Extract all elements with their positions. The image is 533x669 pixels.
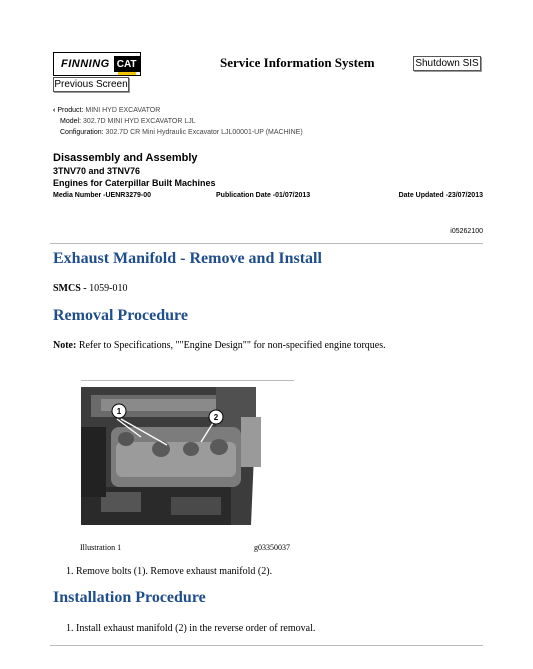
chevron-left-icon[interactable]: ‹ bbox=[53, 107, 56, 114]
removal-step-text: Remove bolts (1). Remove exhaust manifold (2). bbox=[76, 566, 273, 577]
illustration-divider-top bbox=[81, 380, 294, 381]
product-label: Product: bbox=[57, 107, 84, 114]
breadcrumb-configuration bbox=[60, 129, 303, 136]
model-label: Model: bbox=[60, 118, 82, 125]
smcs-value: 1059-010 bbox=[89, 283, 128, 294]
callout-2: 2 bbox=[213, 413, 219, 422]
cat-logo-badge: CAT bbox=[114, 56, 140, 72]
procedure-title: Exhaust Manifold - Remove and Install bbox=[53, 250, 322, 267]
manual-subtitle: Engines for Caterpillar Built Machines bbox=[53, 178, 216, 188]
removal-step bbox=[66, 566, 272, 577]
note-label: Note: bbox=[53, 340, 77, 351]
breadcrumb-model bbox=[60, 118, 196, 125]
callout-1: 1 bbox=[116, 407, 122, 416]
install-step bbox=[66, 623, 315, 634]
smcs-label: SMCS - bbox=[53, 283, 87, 294]
publication-date: Publication Date -01/07/2013 bbox=[216, 192, 311, 199]
illustration-id: g03350037 bbox=[254, 543, 290, 552]
previous-screen-button[interactable]: Previous Screen bbox=[54, 79, 128, 90]
finning-cat-logo bbox=[53, 52, 141, 76]
divider-top bbox=[50, 243, 483, 244]
breadcrumb-product bbox=[53, 107, 160, 114]
manual-engines: 3TNV70 and 3TNV76 bbox=[53, 166, 141, 176]
note-text: Refer to Specifications, ""Engine Design"" for non-specified engine torques. bbox=[78, 340, 386, 351]
media-number: Media Number -UENR3279-00 bbox=[53, 192, 152, 199]
manual-title: Disassembly and Assembly bbox=[53, 152, 198, 164]
note bbox=[53, 340, 386, 351]
product-value: MINI HYD EXCAVATOR bbox=[85, 107, 161, 114]
date-updated: Date Updated -23/07/2013 bbox=[398, 192, 483, 199]
shutdown-sis-button[interactable]: Shutdown SIS bbox=[413, 56, 481, 71]
install-step-text: Install exhaust manifold (2) in the reverse order of removal. bbox=[76, 623, 316, 634]
installation-heading: Installation Procedure bbox=[53, 589, 206, 606]
illustration-photo bbox=[81, 387, 294, 525]
smcs-code bbox=[53, 283, 127, 294]
divider-bottom bbox=[50, 645, 483, 646]
page-title: Service Information System bbox=[220, 55, 375, 70]
removal-heading: Removal Procedure bbox=[53, 307, 188, 324]
model-value: 302.7D MINI HYD EXCAVATOR LJL bbox=[82, 118, 196, 125]
removal-step-number: 1. bbox=[66, 566, 74, 577]
configuration-label: Configuration: bbox=[60, 129, 104, 136]
configuration-value: 302.7D CR Mini Hydraulic Excavator LJL00001-UP (MACHINE) bbox=[105, 129, 303, 136]
install-step-number: 1. bbox=[66, 623, 74, 634]
logo-text: FINNING bbox=[61, 58, 110, 70]
document-id: i05262100 bbox=[450, 228, 483, 235]
illustration-caption: Illustration 1 bbox=[80, 543, 122, 552]
